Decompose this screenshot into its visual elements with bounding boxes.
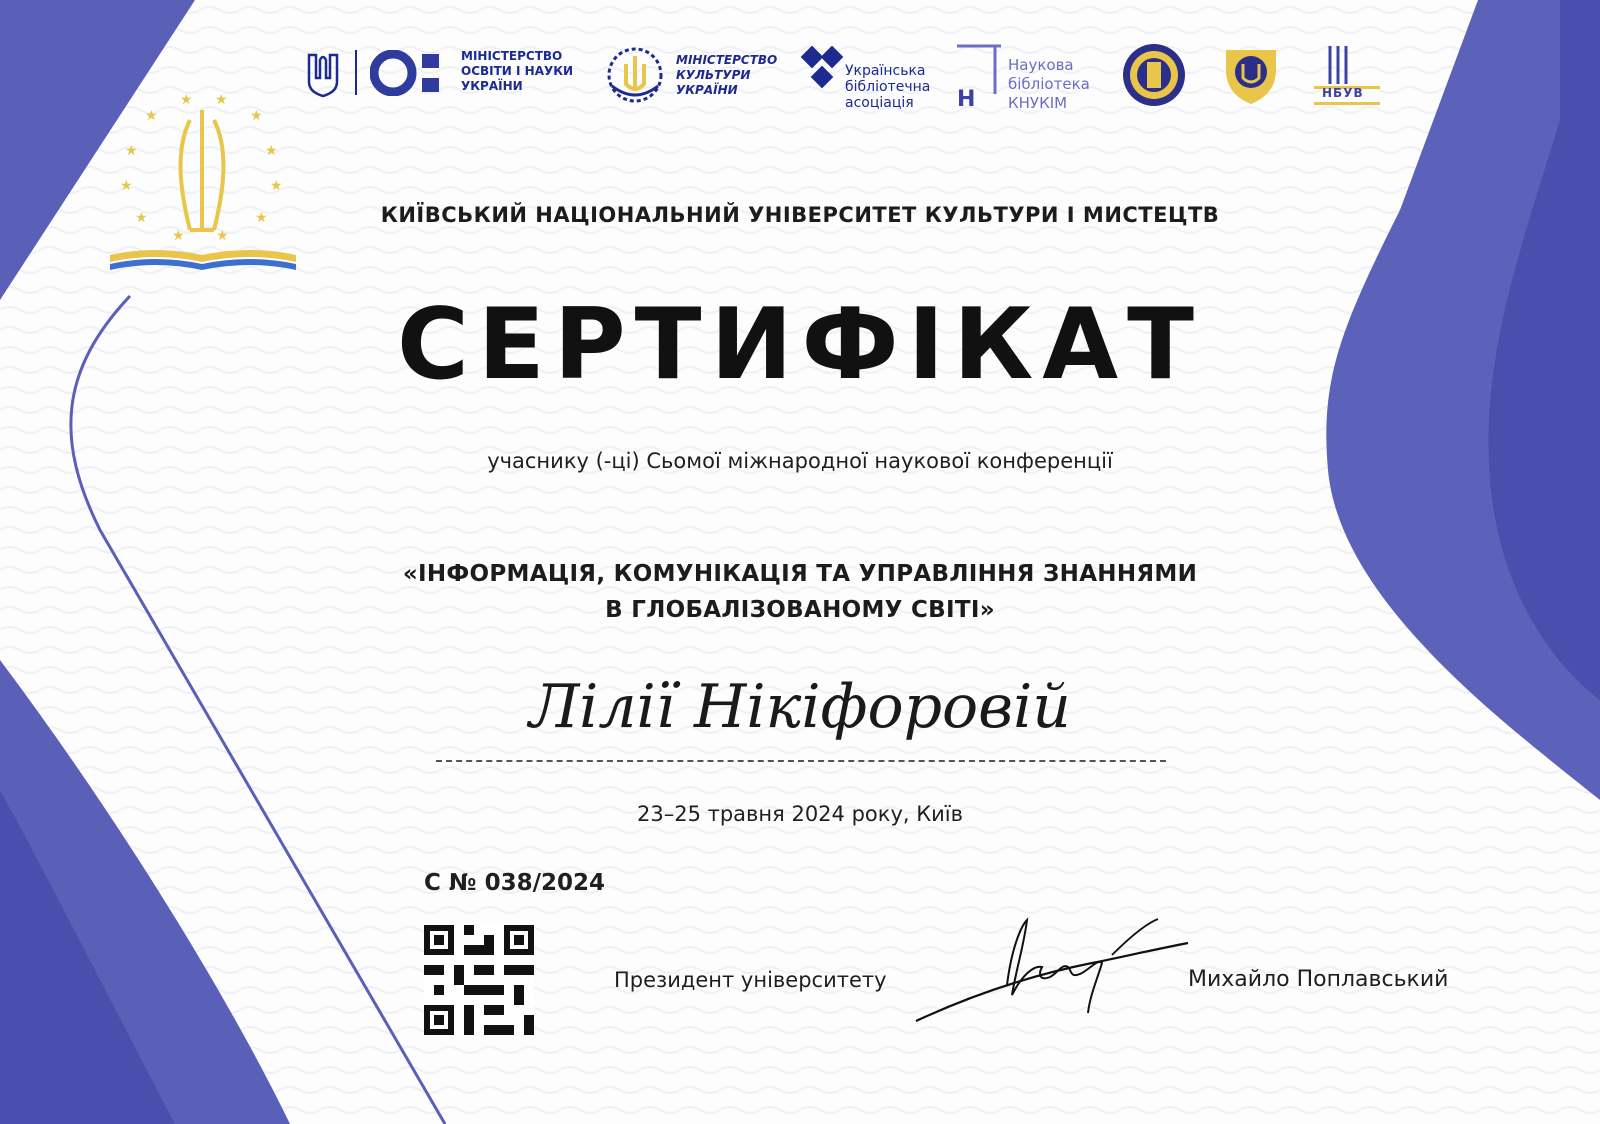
svg-text:★: ★ [180,92,193,108]
svg-text:★: ★ [120,178,133,194]
ministry-education-label: МІНІСТЕРСТВО ОСВІТИ І НАУКИ УКРАЇНИ [461,49,574,93]
library-association-logo-icon [800,45,846,91]
svg-text:★: ★ [265,143,278,159]
president-label: Президент університету [614,968,887,992]
conference-title-line-2: В ГЛОБАЛІЗОВАНОМУ СВІТІ» [605,597,995,623]
event-dates: 23–25 травня 2024 року, Київ [637,802,963,826]
signature-icon [912,915,1192,1025]
svg-text:★: ★ [216,228,229,244]
svg-text:★: ★ [125,143,138,159]
name-underline [436,760,1166,762]
scientific-library-label: Наукова бібліотека КНУКІМ [1008,56,1090,112]
ministry-culture-logo-icon [604,46,666,104]
participant-text: учаснику (-ці) Сьомої міжнародної наукової конференції [487,449,1113,473]
svg-text:★: ★ [145,108,158,124]
signer-name: Михайло Поплавський [1188,967,1449,992]
ministry-culture-label: МІНІСТЕРСТВО КУЛЬТУРИ УКРАЇНИ [676,53,778,97]
conference-title [0,556,1600,628]
svg-text:★: ★ [270,178,283,194]
certificate-title: СЕРТИФІКАТ [396,288,1203,402]
recipient-name: Лілії Нікіфоровій [529,672,1071,742]
scientific-library-logo-icon [955,44,1003,110]
library-association-label: Українська бібліотечна асоціація [845,63,931,111]
crest-emblem-icon [1218,42,1284,108]
svg-text:★: ★ [250,108,263,124]
certificate-number: С № 038/2024 [424,870,605,896]
logo-divider [355,50,357,95]
nbuv-label: НБУВ [1322,86,1364,100]
svg-text:★: ★ [255,210,268,226]
svg-text:★: ★ [215,92,228,108]
ministry-education-logo-icon [370,50,450,96]
conference-title-line-1: «ІНФОРМАЦІЯ, КОМУНІКАЦІЯ ТА УПРАВЛІННЯ ЗНАННЯМИ [402,561,1198,587]
trident-icon [306,50,340,98]
qr-code-icon [424,925,534,1035]
svg-text:★: ★ [172,228,185,244]
seal-emblem-icon [1121,42,1187,108]
university-name: КИЇВСЬКИЙ НАЦІОНАЛЬНИЙ УНІВЕРСИТЕТ КУЛЬТУРИ І МИСТЕЦТВ [380,203,1220,227]
university-emblem-icon [110,90,300,280]
svg-text:★: ★ [135,210,148,226]
svg-text:Н: Н [957,87,976,110]
